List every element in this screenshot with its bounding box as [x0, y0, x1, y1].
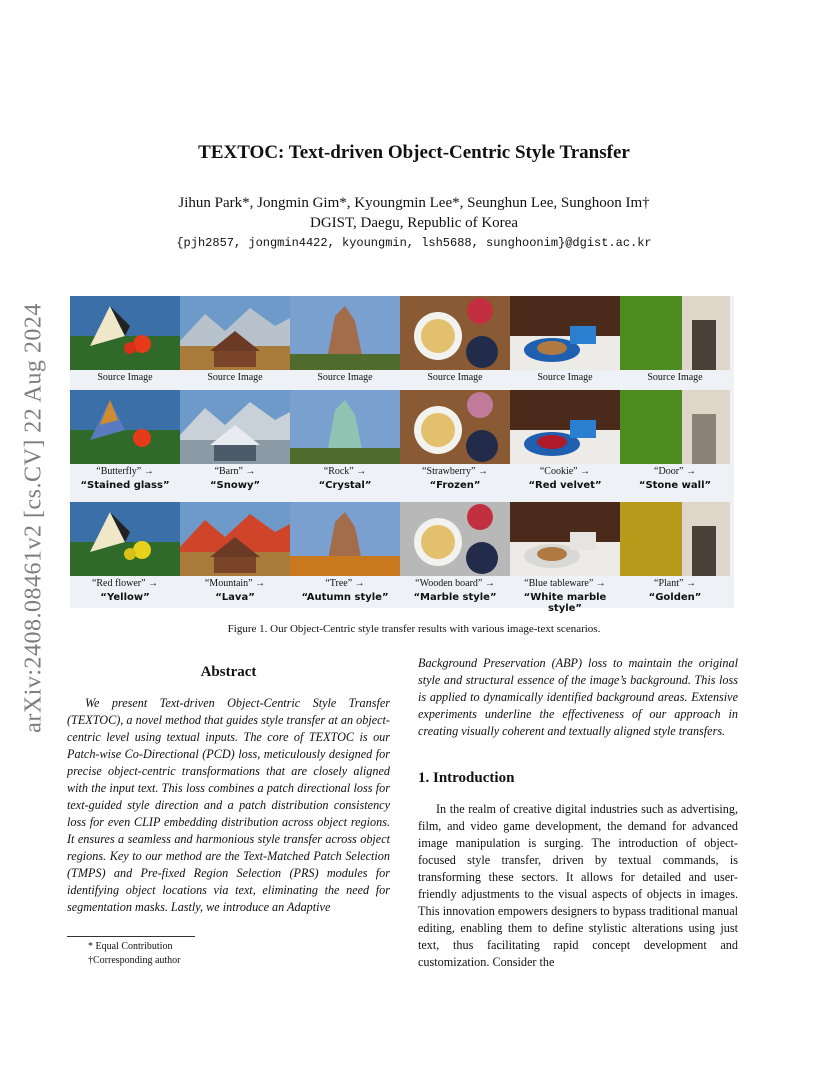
figure-caption: Figure 1. Our Object-Centric style transfer results with various image-text scenarios.: [227, 623, 601, 635]
tableware-marble-image: [510, 502, 620, 576]
prompt-label: [180, 466, 290, 491]
prompt-label: [510, 578, 620, 614]
object-prompt: “Blue tableware” →: [524, 578, 606, 589]
arxiv-identifier-text: arXiv:2408.08461v2 [cs.CV] 22 Aug 2024: [20, 303, 47, 733]
paper-title: TEXTOC: Text-driven Object-Centric Style Transfer: [198, 142, 630, 163]
barn-source-image: [180, 296, 290, 370]
abstract-continuation: Background Preservation (ABP) loss to maintain the original style and structural essence of the image’s background. This loss is applied to dynamically identified background areas. Extensive experiments underline the effectiveness of our approach in creating visually coherent and textually aligned style transfers.: [418, 656, 738, 738]
style-prompt: “Stone wall”: [638, 480, 712, 491]
prompt-label: [290, 578, 400, 603]
mountain-lava-image: [180, 502, 290, 576]
butterfly-source-image: [70, 296, 180, 370]
object-prompt: “Tree” →: [325, 578, 365, 589]
footnote-divider: [67, 936, 195, 937]
source-label: Source Image: [427, 372, 483, 383]
object-prompt: “Plant” →: [654, 578, 696, 589]
prompt-label: [70, 466, 180, 491]
strawberry-source-image: [400, 296, 510, 370]
strawberry-frozen-image: [400, 390, 510, 464]
style-prompt: “Autumn style”: [301, 592, 389, 603]
object-prompt: “Barn” →: [214, 466, 256, 477]
door-stone-wall-image: [620, 390, 730, 464]
prompt-label: [620, 578, 730, 603]
object-prompt: “Door” →: [654, 466, 696, 477]
source-label: Source Image: [537, 372, 593, 383]
source-label: Source Image: [207, 372, 263, 383]
left-column: [67, 664, 390, 916]
abstract-heading: Abstract: [200, 664, 257, 680]
tree-autumn-image: [290, 502, 400, 576]
style-prompt: “White marble style”: [523, 592, 607, 614]
rock-source-image: [290, 296, 400, 370]
affiliation: DGIST, Daegu, Republic of Korea: [310, 215, 518, 231]
object-prompt: “Rock” →: [323, 466, 367, 477]
footnote-equal-contribution: * Equal Contribution: [88, 941, 173, 952]
object-prompt: “Wooden board” →: [415, 578, 495, 589]
source-label: Source Image: [647, 372, 703, 383]
flower-yellow-image: [70, 502, 180, 576]
butterfly-stained-glass-image: [70, 390, 180, 464]
object-prompt: “Cookie” →: [539, 466, 591, 477]
cookie-red-velvet-image: [510, 390, 620, 464]
object-prompt: “Strawberry” →: [422, 466, 488, 477]
prompt-label: [400, 578, 510, 603]
style-prompt: “Golden”: [648, 592, 702, 603]
style-prompt: “Lava”: [215, 592, 255, 603]
object-prompt: “Red flower” →: [91, 578, 159, 589]
introduction-body: In the realm of creative digital industries such as advertising, film, and video game development, the demand for advanced image manipulation is surging. The introduction of object-focused style transfer, driven by textual commands, is transforming these sectors. It allows for detailed and user-friendly adjustments to the visual aspects of objects in images. This innovation empowers designers to bypass traditional manual editing, enabling them to define stylistic alterations using just text, thus facilitating rapid concept development and customization. Consider the: [418, 802, 738, 969]
object-prompt: “Mountain” →: [204, 578, 266, 589]
style-prompt: “Stained glass”: [80, 480, 170, 491]
author-list: Jihun Park*, Jongmin Gim*, Kyoungmin Lee*, Seunghun Lee, Sunghoon Im†: [178, 195, 650, 211]
style-prompt: “Red velvet”: [528, 480, 602, 491]
prompt-label: [620, 466, 730, 491]
board-marble-image: [400, 502, 510, 576]
style-prompt: “Frozen”: [429, 480, 481, 491]
arxiv-identifier: [20, 280, 47, 756]
style-prompt: “Snowy”: [209, 480, 261, 491]
figure-1: [70, 296, 734, 614]
style-prompt: “Marble style”: [413, 592, 497, 603]
source-label: Source Image: [97, 372, 153, 383]
prompt-label: [400, 466, 510, 491]
style-prompt: “Crystal”: [318, 480, 372, 491]
abstract-body: We present Text-driven Object-Centric Style Transfer (TEXTOC), a novel method that guides style transfer at an object-centric level using textual inputs. The core of TEXTOC is our Patch-wise Co-Directional (PCD) loss, meticulously designed for precise object-centric transformations that are closely aligned with the input text. This loss combines a patch directional loss for text-guided style direction and a patch distribution consistency loss for even CLIP embedding distribution across object regions. It ensures a seamless and harmonious style transfer across object regions. Key to our method are the Text-Matched Patch Selection (TMPS) and Pre-fixed Region Selection (PRS) modules for identifying object locations via text, eliminating the need for segmentation masks. Lastly, we introduce an Adaptive: [67, 696, 390, 914]
door-source-image: [620, 296, 730, 370]
introduction-heading: 1. Introduction: [418, 770, 515, 786]
prompt-label: [70, 578, 180, 603]
plant-golden-image: [620, 502, 730, 576]
style-prompt: “Yellow”: [100, 592, 150, 603]
prompt-label: [290, 466, 400, 491]
right-column: [418, 655, 738, 971]
prompt-label: [180, 578, 290, 603]
object-prompt: “Butterfly” →: [96, 466, 154, 477]
footnote-corresponding-author: †Corresponding author: [88, 955, 181, 966]
prompt-label: [510, 466, 620, 491]
barn-snowy-image: [180, 390, 290, 464]
author-emails: {pjh2857, jongmin4422, kyoungmin, lsh5688, sunghoonim}@dgist.ac.kr: [176, 236, 652, 250]
source-label: Source Image: [317, 372, 373, 383]
rock-crystal-image: [290, 390, 400, 464]
cookie-source-image: [510, 296, 620, 370]
